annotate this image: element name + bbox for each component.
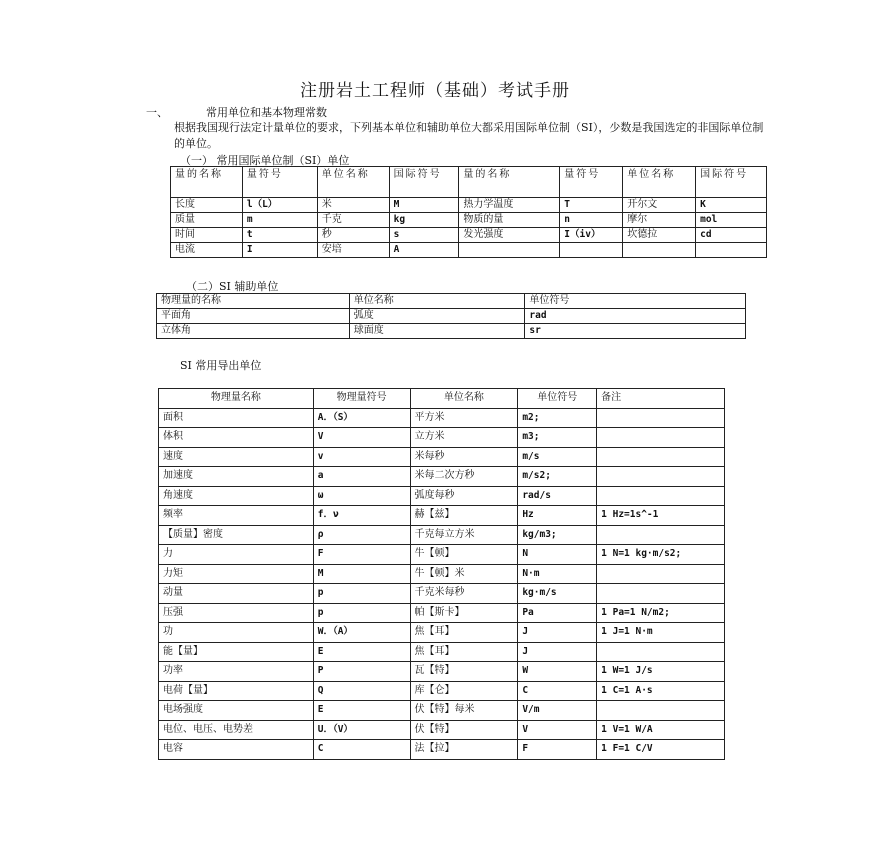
table-cell: 库【仑】 <box>410 681 518 701</box>
table-cell: m/s2; <box>518 467 597 487</box>
table-cell: 弧度每秒 <box>410 486 518 506</box>
table-cell: T <box>560 198 623 213</box>
table-cell: 【质量】密度 <box>159 525 314 545</box>
table-cell: M <box>389 198 459 213</box>
table-cell: 1 Pa=1 N/m2; <box>597 603 725 623</box>
table-cell <box>597 564 725 584</box>
table-cell: p <box>313 603 410 623</box>
table-row <box>159 701 725 721</box>
table-cell: 帕【斯卡】 <box>410 603 518 623</box>
table-cell: 赫【兹】 <box>410 506 518 526</box>
table-cell: p <box>313 584 410 604</box>
table-row <box>159 662 725 682</box>
table-body <box>159 408 725 759</box>
table-cell: 瓦【特】 <box>410 662 518 682</box>
header-cell: 量符号 <box>242 167 317 198</box>
table-cell <box>560 243 623 258</box>
table-cell: 摩尔 <box>623 213 696 228</box>
header-cell: 备注 <box>597 389 725 409</box>
header-cell: 单位名称 <box>349 294 525 309</box>
table-cell: 伏【特】 <box>410 720 518 740</box>
table-cell: s <box>389 228 459 243</box>
table-cell: Q <box>313 681 410 701</box>
table-cell: f．ν <box>313 506 410 526</box>
table-cell: a <box>313 467 410 487</box>
table-cell: 体积 <box>159 428 314 448</box>
table-cell: V <box>518 720 597 740</box>
table-cell: 时间 <box>171 228 243 243</box>
table-cell: 长度 <box>171 198 243 213</box>
table-row <box>159 467 725 487</box>
table-cell: 1 Hz=1s^-1 <box>597 506 725 526</box>
section-number: 一、 <box>146 106 168 119</box>
table-cell: Pa <box>518 603 597 623</box>
table-cell: 热力学温度 <box>459 198 560 213</box>
table-cell: W <box>518 662 597 682</box>
header-cell: 单位符号 <box>518 389 597 409</box>
table-row <box>171 243 767 258</box>
table-cell: t <box>242 228 317 243</box>
table-cell: 立方米 <box>410 428 518 448</box>
table-cell: J <box>518 642 597 662</box>
intro-paragraph: 根据我国现行法定计量单位的要求，下列基本单位和辅助单位大都采用国际单位制（SI），少数是我国选定的非国际单位制的单位。 <box>174 121 764 150</box>
header-cell: 量符号 <box>560 167 623 198</box>
table-cell: ω <box>313 486 410 506</box>
table-cell: 1 W=1 J/s <box>597 662 725 682</box>
table-row <box>159 623 725 643</box>
table-cell: E <box>313 642 410 662</box>
table-header-row <box>159 389 725 409</box>
table-cell: 千克每立方米 <box>410 525 518 545</box>
table-cell: M <box>313 564 410 584</box>
table-cell: 焦【耳】 <box>410 642 518 662</box>
table-cell: 能【量】 <box>159 642 314 662</box>
table-cell: I <box>242 243 317 258</box>
table-cell <box>459 243 560 258</box>
table-cell: 法【拉】 <box>410 740 518 760</box>
table-cell: 电位、电压、电势差 <box>159 720 314 740</box>
table-cell: C <box>518 681 597 701</box>
table-cell: 动量 <box>159 584 314 604</box>
table-cell: m2; <box>518 408 597 428</box>
table-cell <box>597 642 725 662</box>
table-row <box>159 642 725 662</box>
table-cell: m <box>242 213 317 228</box>
table-cell: J <box>518 623 597 643</box>
table-cell: I（iv） <box>560 228 623 243</box>
table-cell: v <box>313 447 410 467</box>
table-cell: 物质的量 <box>459 213 560 228</box>
table-cell: 千克米每秒 <box>410 584 518 604</box>
table-cell: 弧度 <box>349 309 525 324</box>
table-cell: 力 <box>159 545 314 565</box>
header-cell: 单位符号 <box>525 294 746 309</box>
table-cell: kg·m/s <box>518 584 597 604</box>
header-cell: 量的名称 <box>459 167 560 198</box>
header-cell: 单位名称 <box>623 167 696 198</box>
table-cell: 1 C=1 A·s <box>597 681 725 701</box>
table-cell: 1 V=1 W/A <box>597 720 725 740</box>
table-cell: 1 N=1 kg·m/s2; <box>597 545 725 565</box>
table-row <box>159 525 725 545</box>
table-cell <box>597 428 725 448</box>
table-cell: A <box>389 243 459 258</box>
table-cell: 电场强度 <box>159 701 314 721</box>
table3-caption: SI 常用导出单位 <box>180 359 262 372</box>
table-row <box>159 408 725 428</box>
table-cell: 伏【特】每米 <box>410 701 518 721</box>
table-row <box>159 740 725 760</box>
table-cell: N <box>518 545 597 565</box>
table-cell: 秒 <box>317 228 389 243</box>
table-cell: C <box>313 740 410 760</box>
table-cell: N·m <box>518 564 597 584</box>
table-cell: ρ <box>313 525 410 545</box>
table-cell: 1 J=1 N·m <box>597 623 725 643</box>
header-cell: 物理量名称 <box>159 389 314 409</box>
table-row <box>171 213 767 228</box>
table-cell: 频率 <box>159 506 314 526</box>
table-cell: F <box>313 545 410 565</box>
table2-caption: （二）SI 辅助单位 <box>186 280 279 293</box>
table-cell: cd <box>696 228 767 243</box>
table-row <box>159 447 725 467</box>
table-cell: 米每秒 <box>410 447 518 467</box>
table-cell: 米每二次方秒 <box>410 467 518 487</box>
table-cell: 功率 <box>159 662 314 682</box>
table-cell: n <box>560 213 623 228</box>
table-row <box>159 545 725 565</box>
table-cell: Hz <box>518 506 597 526</box>
table-cell: 电荷【量】 <box>159 681 314 701</box>
table-cell: 千克 <box>317 213 389 228</box>
header-cell: 单位名称 <box>410 389 518 409</box>
table-cell: kg/m3; <box>518 525 597 545</box>
table-cell: 焦【耳】 <box>410 623 518 643</box>
table-cell: 加速度 <box>159 467 314 487</box>
table-cell: 平面角 <box>157 309 350 324</box>
table-cell <box>696 243 767 258</box>
table-cell: 1 F=1 C/V <box>597 740 725 760</box>
header-cell: 物理量的名称 <box>157 294 350 309</box>
table-cell: 开尔文 <box>623 198 696 213</box>
header-cell: 国际符号 <box>696 167 767 198</box>
table-row <box>157 324 746 339</box>
table-cell <box>597 467 725 487</box>
table-cell: sr <box>525 324 746 339</box>
table-cell: 面积 <box>159 408 314 428</box>
table-cell: 速度 <box>159 447 314 467</box>
table-cell: 功 <box>159 623 314 643</box>
table-cell: rad <box>525 309 746 324</box>
table-row <box>159 584 725 604</box>
table-cell: 米 <box>317 198 389 213</box>
si-base-units-table <box>170 166 767 258</box>
table-cell: m/s <box>518 447 597 467</box>
si-derived-units-table <box>158 388 725 760</box>
page-title: 注册岩土工程师（基础）考试手册 <box>300 81 570 101</box>
table-row <box>159 681 725 701</box>
table-cell <box>597 486 725 506</box>
header-cell: 量的名称 <box>171 167 243 198</box>
header-cell: 物理量符号 <box>313 389 410 409</box>
table-cell: 安培 <box>317 243 389 258</box>
table-cell: 牛【顿】 <box>410 545 518 565</box>
table-cell <box>597 584 725 604</box>
table-cell: m3; <box>518 428 597 448</box>
si-supplementary-units-table <box>156 293 746 339</box>
table-cell: V <box>313 428 410 448</box>
table-cell: V/m <box>518 701 597 721</box>
table-row <box>159 720 725 740</box>
table-cell: 坎德拉 <box>623 228 696 243</box>
table-cell: P <box>313 662 410 682</box>
table-row <box>159 564 725 584</box>
table-row <box>159 486 725 506</box>
table-cell: 立体角 <box>157 324 350 339</box>
table-cell <box>623 243 696 258</box>
table-cell: 电流 <box>171 243 243 258</box>
table-row <box>171 198 767 213</box>
table-cell: U．（V） <box>313 720 410 740</box>
table-cell: 球面度 <box>349 324 525 339</box>
table-header-row <box>157 294 746 309</box>
table-cell <box>597 525 725 545</box>
table-cell: W．（A） <box>313 623 410 643</box>
table-cell: 力矩 <box>159 564 314 584</box>
header-cell: 单位名称 <box>317 167 389 198</box>
header-cell: 国际符号 <box>389 167 459 198</box>
table-cell: 发光强度 <box>459 228 560 243</box>
section-title: 常用单位和基本物理常数 <box>206 106 327 119</box>
table-cell: 平方米 <box>410 408 518 428</box>
table-cell <box>597 701 725 721</box>
table-cell: 质量 <box>171 213 243 228</box>
table-cell: rad/s <box>518 486 597 506</box>
table-cell: mol <box>696 213 767 228</box>
table-header-row <box>171 167 767 198</box>
table1-caption: （一） 常用国际单位制（SI）单位 <box>180 154 350 167</box>
table-cell: K <box>696 198 767 213</box>
table-cell: 压强 <box>159 603 314 623</box>
table-cell: 电容 <box>159 740 314 760</box>
table-cell <box>597 447 725 467</box>
table-cell: F <box>518 740 597 760</box>
table-cell: l（L） <box>242 198 317 213</box>
table-cell: E <box>313 701 410 721</box>
table-cell <box>597 408 725 428</box>
table-row <box>157 309 746 324</box>
table-row <box>159 428 725 448</box>
table-row <box>159 603 725 623</box>
table-cell: kg <box>389 213 459 228</box>
table-row <box>159 506 725 526</box>
section-heading <box>146 104 327 120</box>
table-cell: A．（S） <box>313 408 410 428</box>
table-cell: 牛【顿】米 <box>410 564 518 584</box>
table-row <box>171 228 767 243</box>
table-cell: 角速度 <box>159 486 314 506</box>
